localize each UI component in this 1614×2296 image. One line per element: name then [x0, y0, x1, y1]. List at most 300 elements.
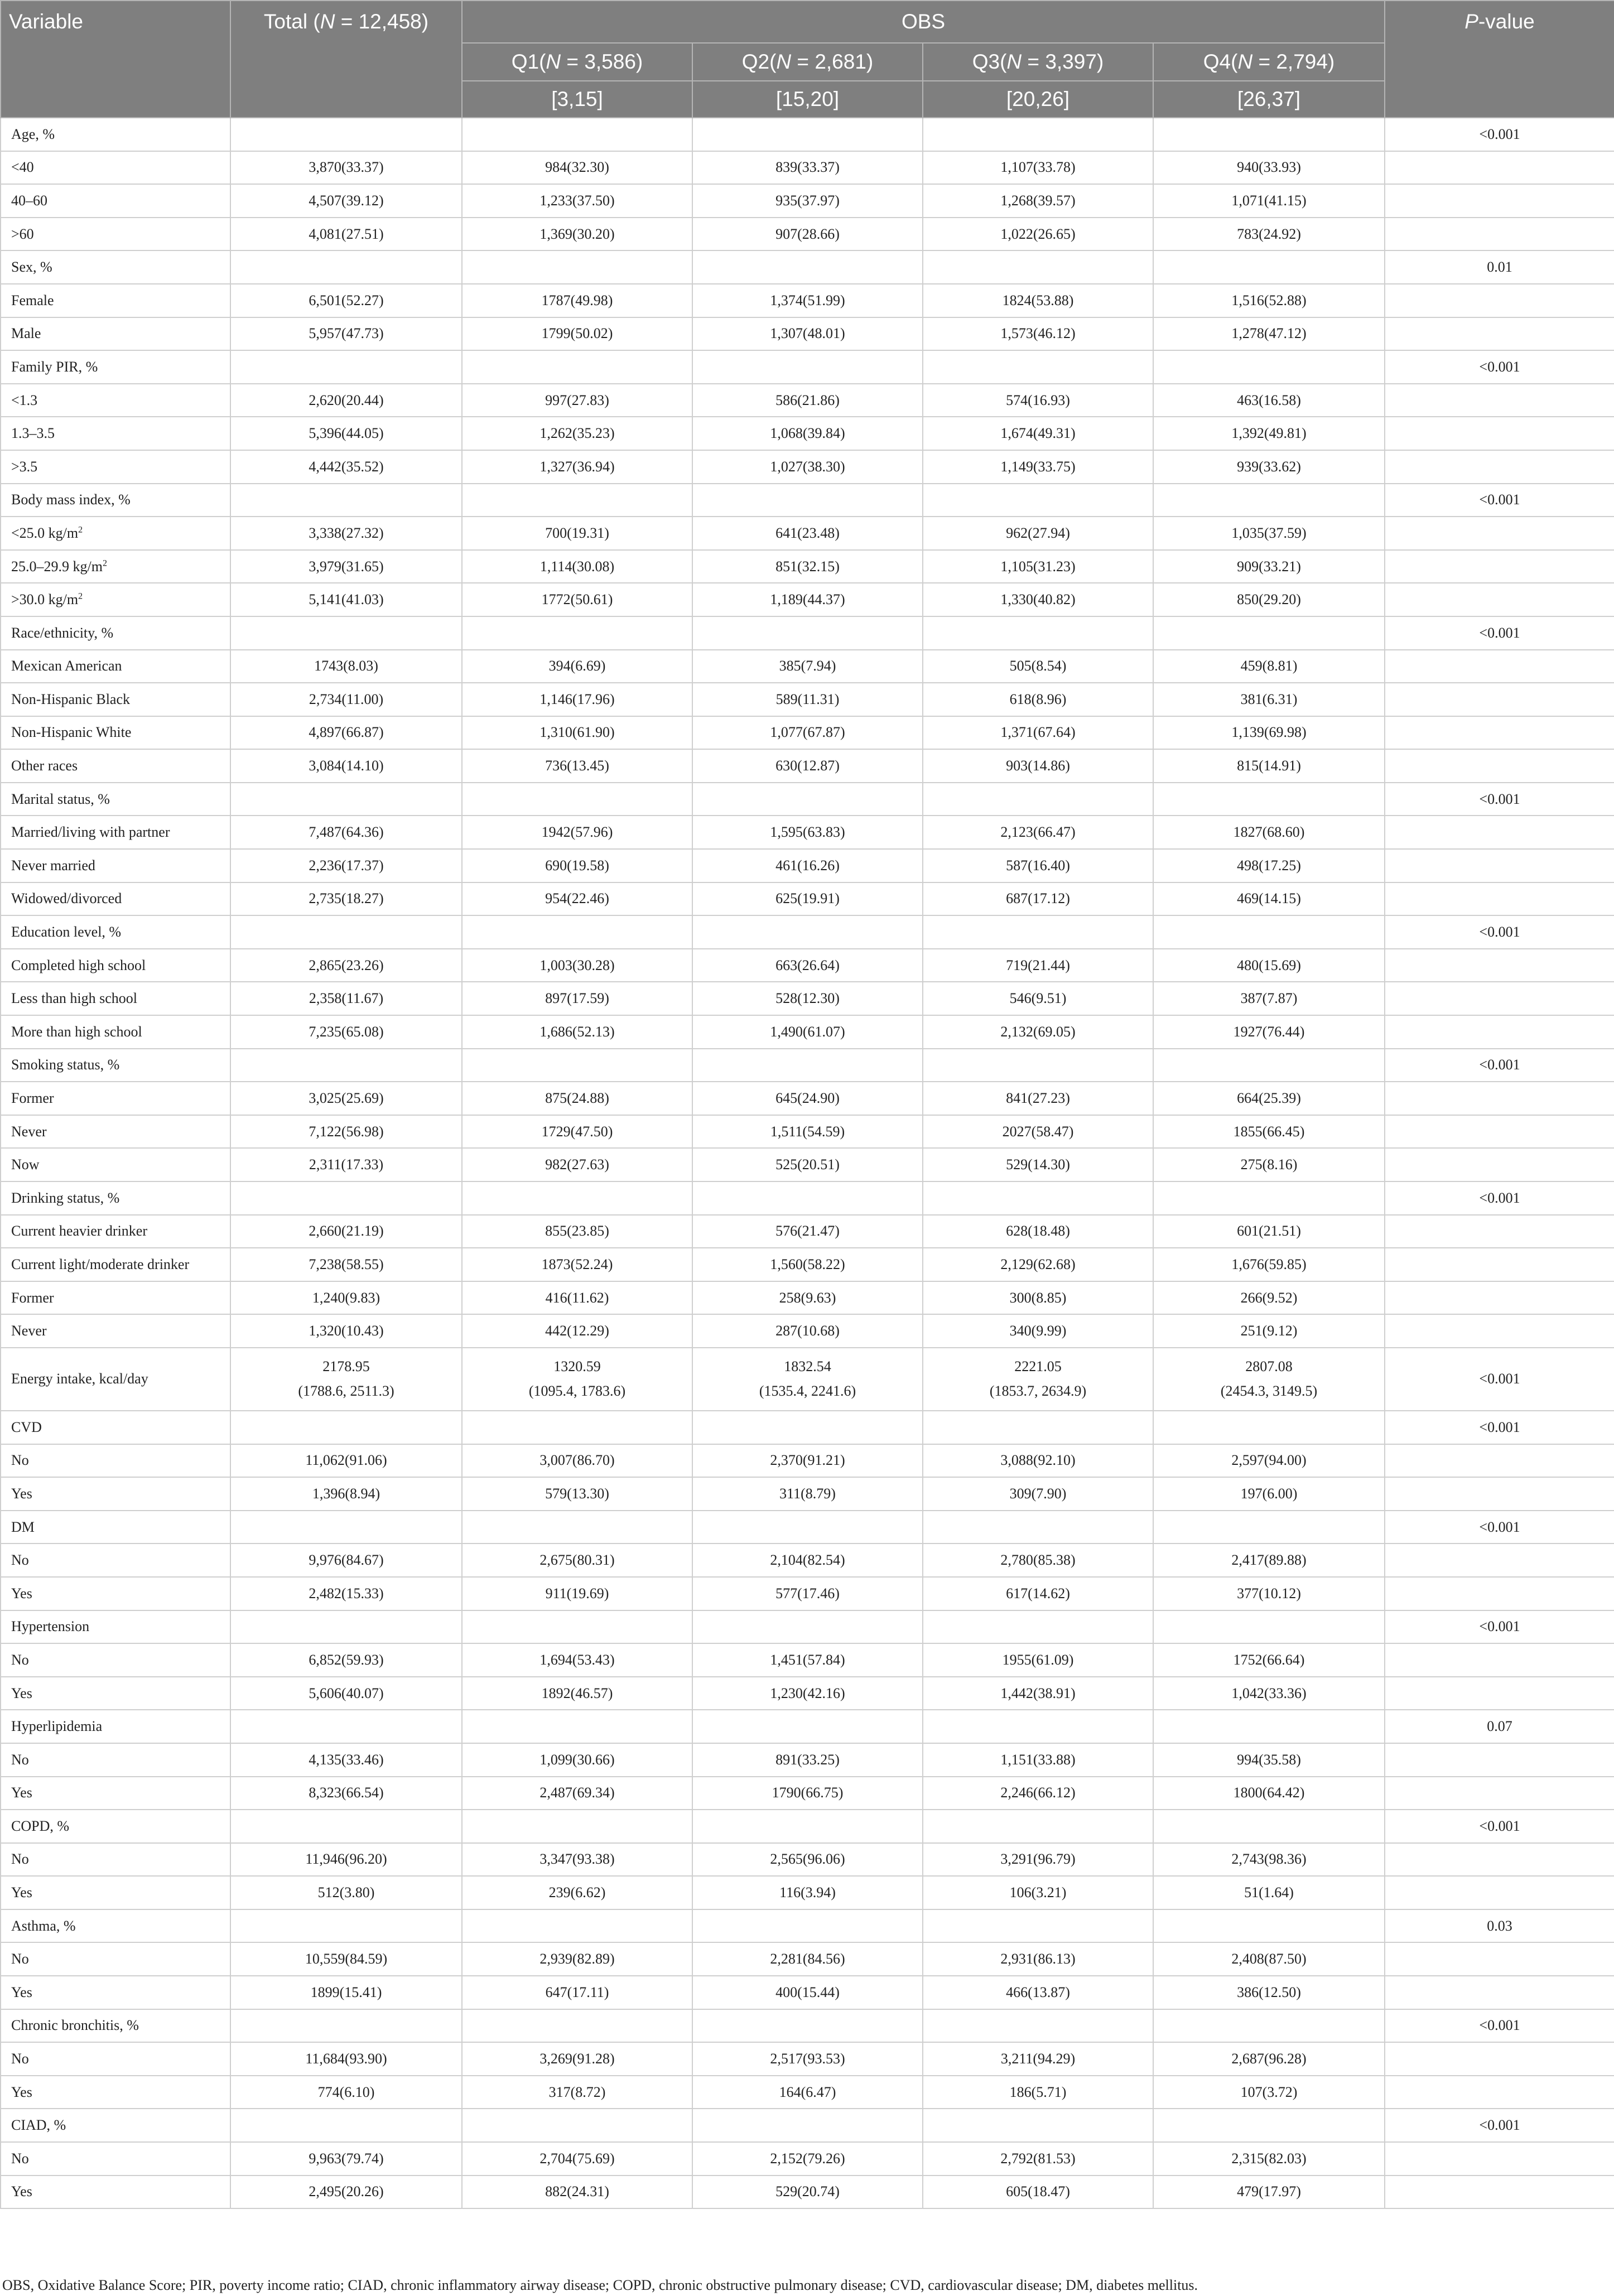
q3-range-header: [20,26]	[923, 81, 1153, 118]
p-value-cell	[1385, 1215, 1614, 1248]
row-label: Hypertension	[11, 1618, 90, 1635]
total-cell: 11,946(96.20)	[230, 1843, 462, 1877]
q4-cell: 1927(76.44)	[1153, 1015, 1385, 1049]
q4-cell: 1800(64.42)	[1153, 1777, 1385, 1810]
total-cell: 3,025(25.69)	[230, 1082, 462, 1115]
p-value-cell	[1385, 683, 1614, 716]
q3-header-prefix: Q3(	[972, 50, 1007, 73]
total-cell	[230, 1049, 462, 1082]
q1-cell	[462, 1610, 692, 1644]
row-label: No	[11, 1452, 29, 1469]
p-value-cell: <0.001	[1385, 1610, 1614, 1644]
q2-cell: 851(32.15)	[692, 550, 923, 583]
p-value-cell: 0.03	[1385, 1909, 1614, 1943]
p-value-cell	[1385, 1082, 1614, 1115]
q3-cell: 841(27.23)	[923, 1082, 1153, 1115]
total-cell: 3,979(31.65)	[230, 550, 462, 583]
q1-cell: 647(17.11)	[462, 1976, 692, 2009]
row-label-cell	[1, 1810, 230, 1843]
total-cell: 1,320(10.43)	[230, 1314, 462, 1348]
q2-cell: 586(21.86)	[692, 384, 923, 417]
q4-cell: 51(1.64)	[1153, 1876, 1385, 1909]
row-label: Yes	[11, 2183, 32, 2200]
row-label-cell	[1, 1181, 230, 1215]
table-row	[1, 184, 1614, 218]
q1-cell: 1,114(30.08)	[462, 550, 692, 583]
q2-cell: 577(17.46)	[692, 1577, 923, 1610]
row-label: No	[11, 1951, 29, 1967]
q1-cell: 875(24.88)	[462, 1082, 692, 1115]
q3-cell: 546(9.51)	[923, 982, 1153, 1015]
q1-cell	[462, 350, 692, 384]
table-row	[1, 1148, 1614, 1181]
q2-cell	[692, 1511, 923, 1544]
total-cell	[230, 915, 462, 949]
q3-cell: 300(8.85)	[923, 1281, 1153, 1315]
q2-cell	[692, 1411, 923, 1444]
q3-cell: 2027(58.47)	[923, 1115, 1153, 1149]
row-label-cell	[1, 1281, 230, 1315]
total-cell: 3,084(14.10)	[230, 749, 462, 783]
q4-cell: 197(6.00)	[1153, 1477, 1385, 1511]
total-header-n: N	[320, 10, 335, 33]
table-row	[1, 816, 1614, 849]
total-cell: 2,620(20.44)	[230, 384, 462, 417]
p-value-cell	[1385, 1743, 1614, 1777]
p-value-cell	[1385, 583, 1614, 616]
total-cell: 9,963(79.74)	[230, 2142, 462, 2176]
q1-cell: 1,694(53.43)	[462, 1643, 692, 1677]
p-value-cell: <0.001	[1385, 1348, 1614, 1411]
row-label: More than high school	[11, 1023, 142, 1040]
table-row	[1, 384, 1614, 417]
q4-cell	[1153, 915, 1385, 949]
q2-cell: 907(28.66)	[692, 218, 923, 251]
row-label-cell	[1, 716, 230, 750]
q3-cell	[923, 1610, 1153, 1644]
row-label: Never	[11, 1123, 47, 1140]
q4-cell: 1,676(59.85)	[1153, 1248, 1385, 1281]
q4-cell: 266(9.52)	[1153, 1281, 1385, 1315]
row-label: Age, %	[11, 126, 55, 142]
q4-cell: 1,139(69.98)	[1153, 716, 1385, 750]
row-label-cell	[1, 118, 230, 151]
row-label-cell	[1, 1015, 230, 1049]
q4-header-n: N	[1237, 50, 1253, 73]
p-value-cell	[1385, 218, 1614, 251]
q3-cell	[923, 484, 1153, 517]
row-label-cell	[1, 218, 230, 251]
q1-cell: 897(17.59)	[462, 982, 692, 1015]
q1-cell	[462, 616, 692, 650]
row-label-cell	[1, 1942, 230, 1976]
q2-cell: 1,595(63.83)	[692, 816, 923, 849]
row-label-cell	[1, 284, 230, 317]
row-label: Never married	[11, 857, 95, 874]
row-label: Other races	[11, 758, 78, 774]
row-label-cell	[1, 1610, 230, 1644]
q4-cell	[1153, 484, 1385, 517]
total-cell: 5,396(44.05)	[230, 417, 462, 450]
table-row	[1, 1314, 1614, 1348]
q1-cell: 1892(46.57)	[462, 1677, 692, 1710]
q1-cell: 1,686(52.13)	[462, 1015, 692, 1049]
total-cell	[230, 118, 462, 151]
q3-cell: 106(3.21)	[923, 1876, 1153, 1909]
q2-iqr: (1535.4, 2241.6)	[759, 1383, 856, 1400]
q3-iqr: (1853.7, 2634.9)	[989, 1383, 1087, 1400]
q1-cell: 442(12.29)	[462, 1314, 692, 1348]
q3-cell: 587(16.40)	[923, 849, 1153, 882]
row-label: Yes	[11, 1685, 32, 1701]
row-label: CVD	[11, 1419, 42, 1435]
row-label: Yes	[11, 1884, 32, 1901]
table-row	[1, 1810, 1614, 1843]
p-value-cell	[1385, 882, 1614, 916]
total-cell	[230, 1411, 462, 1444]
p-value-cell	[1385, 184, 1614, 218]
total-cell: 2,236(17.37)	[230, 849, 462, 882]
q3-cell: 617(14.62)	[923, 1577, 1153, 1610]
row-label-cell	[1, 616, 230, 650]
q1-cell: 2,704(75.69)	[462, 2142, 692, 2176]
row-label: Never	[11, 1323, 47, 1339]
row-label-cell	[1, 151, 230, 185]
row-label-cell	[1, 2176, 230, 2209]
row-label-cell	[1, 1677, 230, 1710]
q4-cell: 939(33.62)	[1153, 450, 1385, 484]
row-label: Yes	[11, 1784, 32, 1801]
total-cell: 774(6.10)	[230, 2076, 462, 2109]
q1-cell	[462, 1348, 692, 1411]
q3-cell: 1,371(67.64)	[923, 716, 1153, 750]
total-cell: 9,976(84.67)	[230, 1543, 462, 1577]
q3-cell: 2,246(66.12)	[923, 1777, 1153, 1810]
q3-cell	[923, 915, 1153, 949]
row-label: Current light/moderate drinker	[11, 1256, 190, 1272]
total-cell: 4,897(66.87)	[230, 716, 462, 750]
total-cell	[230, 484, 462, 517]
total-column-header	[230, 1, 462, 118]
q2-cell: 641(23.48)	[692, 517, 923, 550]
p-value-cell: <0.001	[1385, 616, 1614, 650]
p-value-cell	[1385, 1115, 1614, 1149]
q1-cell: 882(24.31)	[462, 2176, 692, 2209]
p-value-cell	[1385, 716, 1614, 750]
total-cell	[230, 1710, 462, 1743]
q4-cell	[1153, 1411, 1385, 1444]
q3-cell: 719(21.44)	[923, 949, 1153, 982]
q1-header-n: N	[546, 50, 561, 73]
p-value-cell	[1385, 450, 1614, 484]
q1-cell: 1873(52.24)	[462, 1248, 692, 1281]
q4-cell	[1153, 616, 1385, 650]
row-label: Mexican American	[11, 658, 122, 674]
q3-median: 2221.05	[1014, 1358, 1062, 1375]
q1-cell: 394(6.69)	[462, 650, 692, 683]
total-cell	[230, 1909, 462, 1943]
row-label-cell	[1, 1314, 230, 1348]
q1-cell: 982(27.63)	[462, 1148, 692, 1181]
table-row	[1, 1610, 1614, 1644]
row-label-cell	[1, 1148, 230, 1181]
table-row	[1, 2042, 1614, 2076]
p-value-cell	[1385, 1444, 1614, 1478]
p-value-cell	[1385, 1477, 1614, 1511]
row-label: Less than high school	[11, 990, 138, 1007]
total-cell: 7,487(64.36)	[230, 816, 462, 849]
row-label: Chronic bronchitis, %	[11, 2017, 139, 2034]
row-label: Male	[11, 325, 41, 342]
q1-cell: 1,327(36.94)	[462, 450, 692, 484]
table-row	[1, 450, 1614, 484]
row-label-cell	[1, 1643, 230, 1677]
total-cell	[230, 250, 462, 284]
q2-cell: 2,104(82.54)	[692, 1543, 923, 1577]
p-value-cell	[1385, 816, 1614, 849]
row-label: Yes	[11, 1585, 32, 1602]
q3-cell: 2,780(85.38)	[923, 1543, 1153, 1577]
table-row	[1, 1643, 1614, 1677]
q2-header-prefix: Q2(	[741, 50, 777, 73]
row-label: Former	[11, 1090, 54, 1107]
q2-cell	[692, 2009, 923, 2043]
q4-cell: 386(12.50)	[1153, 1976, 1385, 2009]
row-label: Marital status, %	[11, 790, 110, 807]
q2-cell	[692, 118, 923, 151]
table-row	[1, 1677, 1614, 1710]
q3-cell: 2,129(62.68)	[923, 1248, 1153, 1281]
q4-cell	[1153, 2009, 1385, 2043]
row-label-cell	[1, 317, 230, 351]
q1-cell: 317(8.72)	[462, 2076, 692, 2109]
row-label-cell	[1, 683, 230, 716]
p-value-cell	[1385, 2042, 1614, 2076]
q2-cell	[692, 783, 923, 816]
q2-cell	[692, 484, 923, 517]
q1-cell: 1729(47.50)	[462, 1115, 692, 1149]
q2-header-suffix: = 2,681)	[791, 50, 874, 73]
q2-cell: 663(26.64)	[692, 949, 923, 982]
table-row	[1, 2076, 1614, 2109]
q1-cell: 3,347(93.38)	[462, 1843, 692, 1877]
p-value-cell	[1385, 1843, 1614, 1877]
p-value-cell	[1385, 517, 1614, 550]
total-cell: 4,081(27.51)	[230, 218, 462, 251]
table-row	[1, 683, 1614, 716]
q4-cell	[1153, 1181, 1385, 1215]
row-label-cell	[1, 384, 230, 417]
q1-cell: 1787(49.98)	[462, 284, 692, 317]
total-cell	[230, 616, 462, 650]
q1-cell: 1772(50.61)	[462, 583, 692, 616]
row-label: Former	[11, 1289, 54, 1306]
row-label: Family PIR, %	[11, 358, 98, 375]
q2-cell: 1,451(57.84)	[692, 1643, 923, 1677]
row-label-cell	[1, 1082, 230, 1115]
q2-cell: 525(20.51)	[692, 1148, 923, 1181]
q3-cell: 3,291(96.79)	[923, 1843, 1153, 1877]
q3-cell: 1955(61.09)	[923, 1643, 1153, 1677]
q3-cell: 1,022(26.65)	[923, 218, 1153, 251]
row-label: >60	[11, 225, 34, 242]
q2-cell: 400(15.44)	[692, 1976, 923, 2009]
p-value-cell	[1385, 949, 1614, 982]
total-cell: 6,852(59.93)	[230, 1643, 462, 1677]
p-value-cell	[1385, 2176, 1614, 2209]
total-cell: 8,323(66.54)	[230, 1777, 462, 1810]
table-row	[1, 2109, 1614, 2142]
row-label: Married/living with partner	[11, 824, 170, 841]
row-label-cell	[1, 450, 230, 484]
total-cell	[230, 1181, 462, 1215]
q3-header-suffix: = 3,397)	[1022, 50, 1104, 73]
total-cell	[230, 350, 462, 384]
table-row	[1, 616, 1614, 650]
table-row	[1, 1909, 1614, 1943]
q1-cell	[462, 1049, 692, 1082]
q1-cell: 690(19.58)	[462, 849, 692, 882]
q3-cell: 1,573(46.12)	[923, 317, 1153, 351]
q4-cell: 463(16.58)	[1153, 384, 1385, 417]
q2-cell: 935(37.97)	[692, 184, 923, 218]
total-cell	[230, 1610, 462, 1644]
total-cell: 2,735(18.27)	[230, 882, 462, 916]
total-cell: 2,865(23.26)	[230, 949, 462, 982]
total-cell: 2,734(11.00)	[230, 683, 462, 716]
q3-cell	[923, 1181, 1153, 1215]
q1-cell: 855(23.85)	[462, 1215, 692, 1248]
q4-cell	[1153, 1348, 1385, 1411]
row-label: No	[11, 2150, 29, 2167]
row-label: Current heavier drinker	[11, 1223, 148, 1239]
q4-cell	[1153, 1511, 1385, 1544]
q2-cell: 1,077(67.87)	[692, 716, 923, 750]
q2-cell: 2,370(91.21)	[692, 1444, 923, 1478]
q3-cell	[923, 350, 1153, 384]
q3-cell: 1,442(38.91)	[923, 1677, 1153, 1710]
table-row	[1, 417, 1614, 450]
q1-cell	[462, 484, 692, 517]
q4-median: 2807.08	[1245, 1358, 1293, 1375]
p-value-cell	[1385, 1148, 1614, 1181]
row-label-cell	[1, 1843, 230, 1877]
q3-cell	[923, 616, 1153, 650]
p-value-cell	[1385, 849, 1614, 882]
q2-cell	[692, 915, 923, 949]
total-cell: 1899(15.41)	[230, 1976, 462, 2009]
q4-cell: 1855(66.45)	[1153, 1115, 1385, 1149]
q4-header-suffix: = 2,794)	[1252, 50, 1335, 73]
p-value-cell: <0.001	[1385, 1181, 1614, 1215]
table-footnote: OBS, Oxidative Balance Score; PIR, poverty income ratio; CIAD, chronic inflammatory airway disease; COPD, chronic obstructive pulmonary disease; CVD, cardiovascular disease; DM, diabetes mellitus.	[2, 2277, 1198, 2293]
q4-cell: 1827(68.60)	[1153, 816, 1385, 849]
q2-cell	[692, 1181, 923, 1215]
q2-cell	[692, 2109, 923, 2142]
q1-cell: 1,233(37.50)	[462, 184, 692, 218]
q2-cell: 625(19.91)	[692, 882, 923, 916]
q1-cell: 2,939(82.89)	[462, 1942, 692, 1976]
q2-cell: 385(7.94)	[692, 650, 923, 683]
total-cell: 2,495(20.26)	[230, 2176, 462, 2209]
q4-cell: 498(17.25)	[1153, 849, 1385, 882]
row-label-cell	[1, 583, 230, 616]
row-label: >3.5	[11, 458, 38, 475]
table-row	[1, 2009, 1614, 2043]
total-cell: 512(3.80)	[230, 1876, 462, 1909]
row-label: Completed high school	[11, 957, 146, 973]
p-value-cell	[1385, 1677, 1614, 1710]
table-row	[1, 849, 1614, 882]
q4-cell: 275(8.16)	[1153, 1148, 1385, 1181]
p-value-cell	[1385, 1976, 1614, 2009]
q4-cell	[1153, 1810, 1385, 1843]
q3-cell	[923, 250, 1153, 284]
q3-cell: 1,107(33.78)	[923, 151, 1153, 185]
q2-cell: 1,027(38.30)	[692, 450, 923, 484]
row-label: 25.0–29.9 kg/m	[11, 558, 103, 575]
row-label-cell	[1, 816, 230, 849]
p-value-cell: <0.001	[1385, 783, 1614, 816]
q4-cell: 381(6.31)	[1153, 683, 1385, 716]
p-value-cell: <0.001	[1385, 1049, 1614, 1082]
row-label-cell	[1, 2076, 230, 2109]
row-label: Hyperlipidemia	[11, 1718, 103, 1735]
q1-cell: 1,146(17.96)	[462, 683, 692, 716]
q2-cell: 645(24.90)	[692, 1082, 923, 1115]
row-label-cell	[1, 849, 230, 882]
q1-cell: 984(32.30)	[462, 151, 692, 185]
q3-cell: 3,088(92.10)	[923, 1444, 1153, 1478]
q2-column-header	[692, 43, 923, 81]
row-label-cell	[1, 1577, 230, 1610]
table-row	[1, 1348, 1614, 1411]
table-row	[1, 882, 1614, 916]
p-value-cell	[1385, 1643, 1614, 1677]
q2-cell: 164(6.47)	[692, 2076, 923, 2109]
p-value-cell	[1385, 982, 1614, 1015]
total-cell: 4,442(35.52)	[230, 450, 462, 484]
q1-cell	[462, 2109, 692, 2142]
row-label: DM	[11, 1518, 35, 1535]
q4-cell: 387(7.87)	[1153, 982, 1385, 1015]
table-row	[1, 484, 1614, 517]
q3-cell	[923, 1710, 1153, 1743]
table-row	[1, 218, 1614, 251]
q3-cell	[923, 1049, 1153, 1082]
row-label-cell	[1, 1115, 230, 1149]
table-row	[1, 1215, 1614, 1248]
p-value-cell: <0.001	[1385, 2109, 1614, 2142]
total-cell	[230, 1810, 462, 1843]
q3-cell: 2,792(81.53)	[923, 2142, 1153, 2176]
row-label: >30.0 kg/m	[11, 591, 79, 608]
q3-cell: 1,674(49.31)	[923, 417, 1153, 450]
q2-cell: 1,490(61.07)	[692, 1015, 923, 1049]
table-row	[1, 1411, 1614, 1444]
q4-cell: 601(21.51)	[1153, 1215, 1385, 1248]
q2-cell	[692, 1049, 923, 1082]
row-label-cell	[1, 250, 230, 284]
q1-cell: 1942(57.96)	[462, 816, 692, 849]
q4-header-prefix: Q4(	[1203, 50, 1238, 73]
row-label: COPD, %	[11, 1817, 70, 1834]
q2-cell	[692, 1710, 923, 1743]
p-value-header-rest: -value	[1478, 10, 1535, 33]
q4-cell	[1153, 1049, 1385, 1082]
q4-cell	[1153, 1909, 1385, 1943]
q2-cell: 839(33.37)	[692, 151, 923, 185]
